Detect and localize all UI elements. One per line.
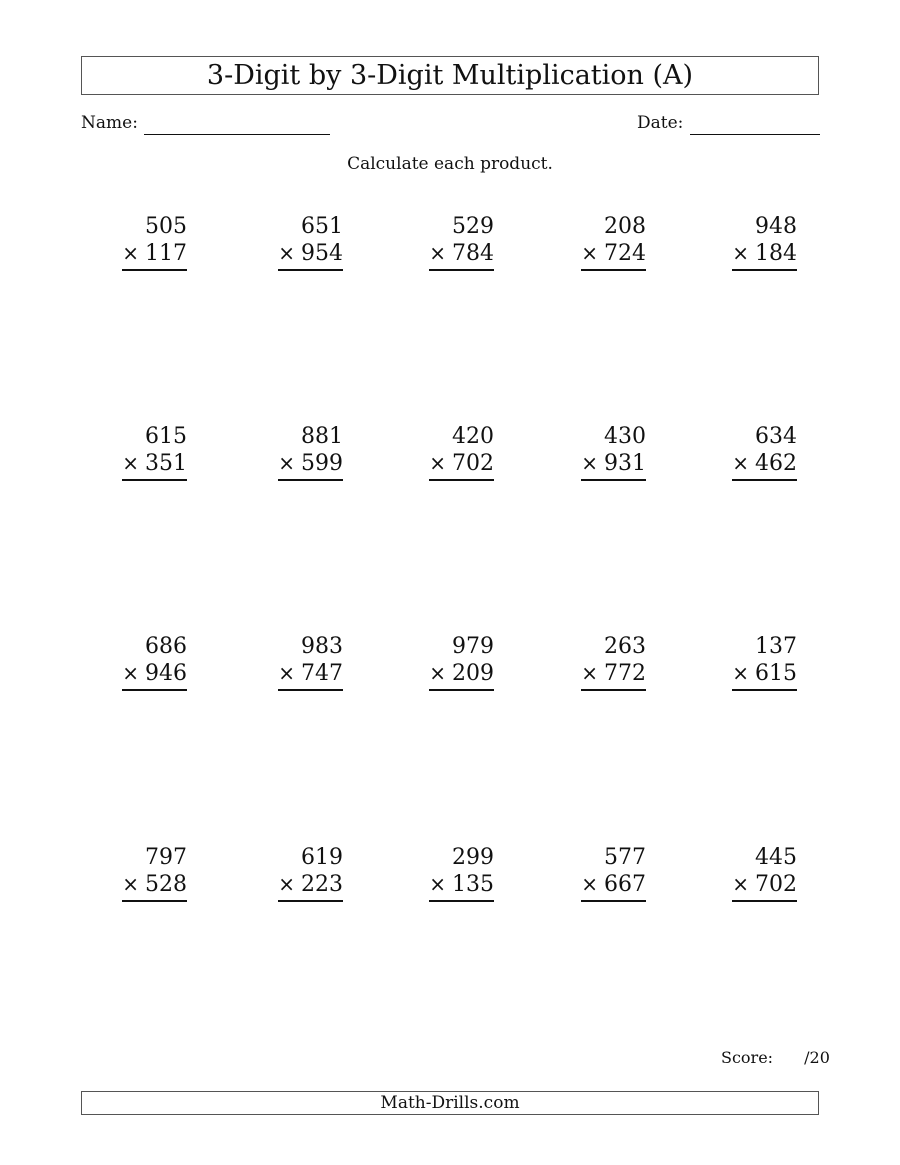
multiplier-row: [122, 450, 187, 481]
multiplier: 117: [145, 241, 187, 266]
problem-14: [581, 634, 646, 691]
multiplier-row: [581, 450, 646, 481]
multiply-sign: ×: [732, 451, 749, 475]
multiply-sign: ×: [278, 451, 295, 475]
problem-16: [122, 845, 187, 902]
multiplicand: 529: [452, 214, 494, 239]
multiplier-row: [429, 871, 494, 902]
multiplier-row: [732, 660, 797, 691]
multiplier: 772: [604, 661, 646, 686]
multiplier-row: [429, 450, 494, 481]
score-box: [721, 1048, 830, 1067]
problem-15: [732, 634, 797, 691]
multiply-sign: ×: [429, 451, 446, 475]
footer: [81, 1091, 819, 1115]
multiply-sign: ×: [122, 241, 139, 265]
multiplicand: 299: [452, 845, 494, 870]
multiply-sign: ×: [732, 872, 749, 896]
problem-3: [429, 214, 494, 271]
multiplicand: 208: [604, 214, 646, 239]
multiplier: 724: [604, 241, 646, 266]
worksheet-title: [81, 56, 819, 95]
multiplier-row: [278, 450, 343, 481]
problem-7: [278, 424, 343, 481]
multiplier-row: [732, 240, 797, 271]
date-label: Date:: [637, 113, 684, 133]
multiplicand: 686: [145, 634, 187, 659]
multiplier: 747: [301, 661, 343, 686]
multiplier: 615: [755, 661, 797, 686]
multiplier-row: [122, 240, 187, 271]
multiply-sign: ×: [581, 872, 598, 896]
multiplier: 667: [604, 872, 646, 897]
problem-12: [278, 634, 343, 691]
date-field[interactable]: [690, 134, 820, 135]
problem-13: [429, 634, 494, 691]
multiplier-row: [581, 871, 646, 902]
problem-1: [122, 214, 187, 271]
multiplier-row: [429, 660, 494, 691]
instructions: Calculate each product.: [347, 154, 553, 174]
problem-10: [732, 424, 797, 481]
multiplier: 599: [301, 451, 343, 476]
name-field[interactable]: [144, 134, 330, 135]
multiplicand: 263: [604, 634, 646, 659]
multiplier-row: [429, 240, 494, 271]
multiplicand: 797: [145, 845, 187, 870]
multiplicand: 615: [145, 424, 187, 449]
multiplier: 462: [755, 451, 797, 476]
multiplier-row: [278, 660, 343, 691]
multiplicand: 881: [301, 424, 343, 449]
footer-text: Math-Drills.com: [380, 1093, 520, 1113]
multiplier-row: [122, 660, 187, 691]
multiplier: 528: [145, 872, 187, 897]
multiply-sign: ×: [429, 241, 446, 265]
multiplier: 946: [145, 661, 187, 686]
multiply-sign: ×: [278, 241, 295, 265]
score-label: Score:: [721, 1048, 774, 1067]
multiply-sign: ×: [122, 451, 139, 475]
name-label: Name:: [81, 113, 138, 133]
multiplier-row: [732, 450, 797, 481]
multiplier-row: [581, 240, 646, 271]
multiply-sign: ×: [278, 661, 295, 685]
multiply-sign: ×: [429, 661, 446, 685]
multiplicand: 634: [755, 424, 797, 449]
problem-8: [429, 424, 494, 481]
multiplicand: 420: [452, 424, 494, 449]
multiplicand: 983: [301, 634, 343, 659]
problem-18: [429, 845, 494, 902]
multiplicand: 430: [604, 424, 646, 449]
multiplier-row: [581, 660, 646, 691]
multiplier-row: [732, 871, 797, 902]
multiplier: 184: [755, 241, 797, 266]
multiplicand: 979: [452, 634, 494, 659]
problem-19: [581, 845, 646, 902]
problem-20: [732, 845, 797, 902]
worksheet-title-text: 3-Digit by 3-Digit Multiplication (A): [206, 60, 694, 91]
multiply-sign: ×: [732, 661, 749, 685]
problem-5: [732, 214, 797, 271]
problem-9: [581, 424, 646, 481]
multiplier-row: [278, 871, 343, 902]
multiply-sign: ×: [581, 451, 598, 475]
problem-2: [278, 214, 343, 271]
multiplicand: 137: [755, 634, 797, 659]
multiplier: 209: [452, 661, 494, 686]
multiply-sign: ×: [122, 661, 139, 685]
multiplier-row: [122, 871, 187, 902]
multiply-sign: ×: [278, 872, 295, 896]
multiply-sign: ×: [581, 241, 598, 265]
multiplier: 223: [301, 872, 343, 897]
problem-17: [278, 845, 343, 902]
multiplier: 135: [452, 872, 494, 897]
multiplier: 702: [452, 451, 494, 476]
multiplier: 351: [145, 451, 187, 476]
multiply-sign: ×: [732, 241, 749, 265]
problem-6: [122, 424, 187, 481]
multiplier: 931: [604, 451, 646, 476]
multiplicand: 445: [755, 845, 797, 870]
multiplier: 784: [452, 241, 494, 266]
multiplicand: 577: [604, 845, 646, 870]
multiplier-row: [278, 240, 343, 271]
multiplier: 954: [301, 241, 343, 266]
multiplicand: 505: [145, 214, 187, 239]
multiplier: 702: [755, 872, 797, 897]
multiplicand: 948: [755, 214, 797, 239]
multiply-sign: ×: [429, 872, 446, 896]
score-total: /20: [804, 1048, 830, 1067]
multiply-sign: ×: [122, 872, 139, 896]
multiply-sign: ×: [581, 661, 598, 685]
problem-4: [581, 214, 646, 271]
multiplicand: 619: [301, 845, 343, 870]
multiplicand: 651: [301, 214, 343, 239]
problem-11: [122, 634, 187, 691]
